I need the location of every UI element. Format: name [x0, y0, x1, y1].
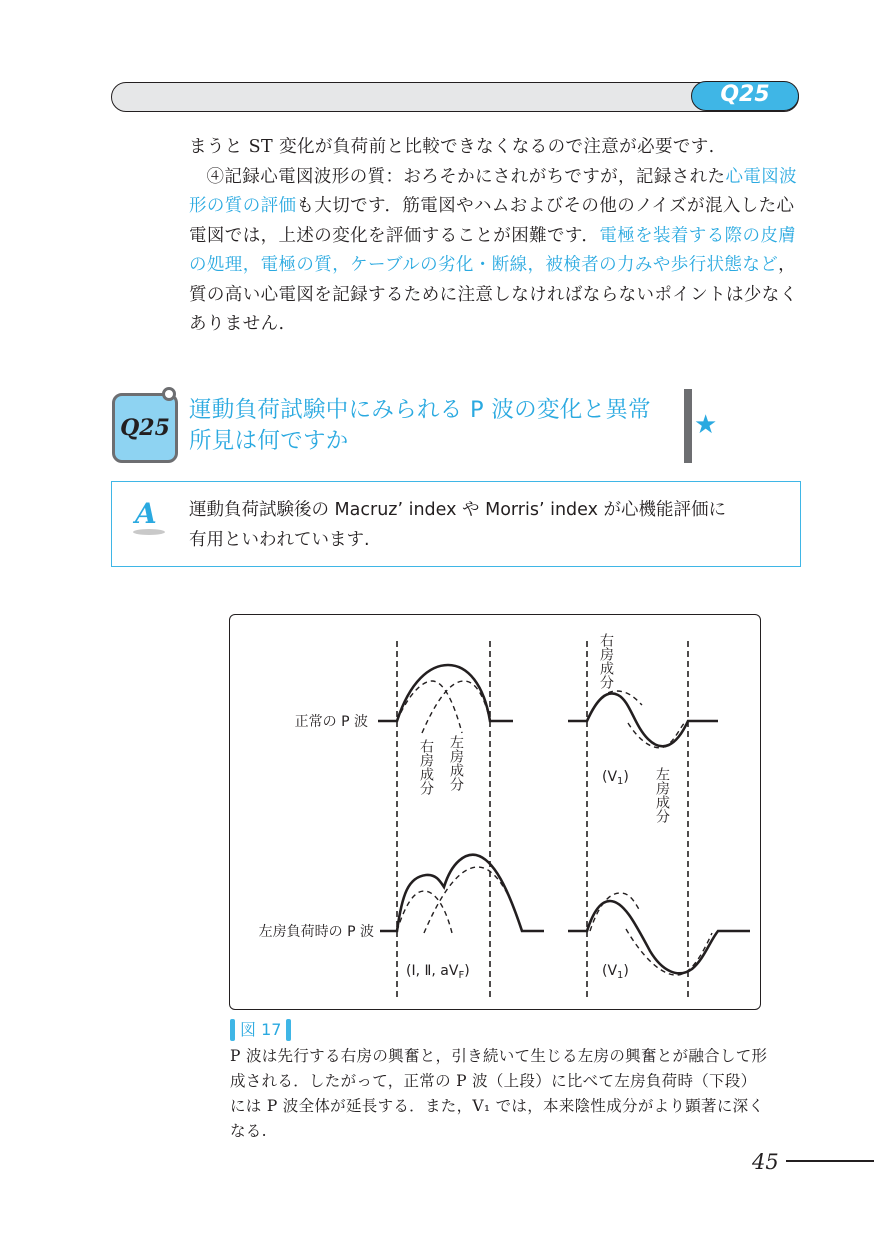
body-line-1: まうと ST 変化が負荷前と比較できなくなるので注意が必要です.	[189, 137, 715, 157]
answer-text	[189, 495, 789, 555]
caption-bar-right	[286, 1019, 291, 1041]
lead-limb-text: (Ⅰ, Ⅱ, aV	[406, 963, 459, 979]
left-atrial-component-overload-v1	[626, 929, 712, 975]
question-title	[189, 395, 689, 457]
normal-p-wave-label: 正常の P 波	[294, 714, 368, 730]
question-badge-ring-icon	[162, 387, 176, 401]
p2-highlight-2: 電極を装着する際の皮膚の処理，電極の質，ケーブルの劣化・断線，被検者の力みや歩行状態など	[189, 225, 797, 275]
lead-v1-bottom-close: )	[623, 963, 629, 979]
page-number: 45	[752, 1150, 779, 1174]
star-icon: ★	[694, 410, 718, 440]
page-number-rule	[786, 1160, 874, 1162]
question-title-line-1: 運動負荷試験中にみられる P 波の変化と異常	[189, 397, 651, 423]
answer-letter: A	[135, 497, 157, 530]
right-component-label: 右房成分	[418, 739, 434, 795]
lead-limb-label	[406, 963, 470, 981]
left-atrial-overload-p-wave-limb	[380, 855, 544, 931]
p2-highlight-1: 心電図波形の質の評価	[189, 166, 798, 216]
question-number-tab: Q25	[691, 81, 799, 111]
overload-p-wave-label: 左房負荷時の P 波	[258, 924, 374, 940]
p2-text-c: ，質の高い心電図を記録するために注意しなければならないポイントは少なくありません.	[189, 255, 798, 334]
left-atrial-component-overload-limb	[424, 867, 522, 933]
right-component-v1-label: 右房成分	[598, 633, 614, 689]
lead-limb-sub: F	[458, 970, 465, 981]
normal-p-wave-v1	[568, 693, 718, 746]
figure-number: 図 17	[240, 1019, 282, 1039]
figure-17	[229, 614, 761, 1010]
right-atrial-component-limb	[397, 681, 462, 733]
lead-v1-bottom-sub: 1	[617, 970, 624, 981]
header-bar	[111, 82, 799, 112]
question-title-bar	[684, 389, 692, 463]
answer-line-1: 運動負荷試験後の Macruz’ index や Morris’ index が心機能評価に	[189, 500, 727, 520]
lead-v1-top-text: (V	[602, 769, 618, 785]
left-component-label: 左房成分	[448, 735, 464, 791]
right-atrial-component-overload-v1	[590, 893, 640, 931]
question-badge: Q25	[112, 393, 178, 463]
p-wave-diagram	[230, 615, 762, 1011]
figure-caption-label	[230, 1017, 291, 1041]
lead-v1-bottom-text: (V	[602, 963, 618, 979]
body-paragraph-2	[189, 163, 801, 340]
p2-text-a: ④記録心電図波形の質：おろそかにされがちですが，記録された	[206, 166, 726, 187]
lead-v1-bottom-label	[602, 963, 629, 981]
p2-text-b: も大切です．筋電図やハムおよびその他のノイズが混入した心電図では，上述の変化を評価することが困難です．	[189, 196, 795, 246]
figure-caption-text: P 波は先行する右房の興奮と，引き続いて生じる左房の興奮とが融合して形成される．したがって，正常の P 波（上段）に比べて左房負荷時（下段）には P 波全体が延長する．また，V₁ では，本来陰性成分がより顕著に深くなる.	[230, 1047, 768, 1140]
question-title-line-2: 所見は何ですか	[189, 428, 349, 454]
lead-v1-top-close: )	[623, 769, 629, 785]
lead-limb-close: )	[464, 963, 470, 979]
left-component-v1-label: 左房成分	[654, 767, 670, 823]
lead-v1-top-label	[602, 769, 629, 787]
answer-line-2: 有用といわれています.	[189, 530, 370, 550]
lead-v1-top-sub: 1	[617, 776, 624, 787]
body-text	[189, 133, 801, 340]
left-atrial-overload-p-wave-v1	[568, 901, 750, 973]
